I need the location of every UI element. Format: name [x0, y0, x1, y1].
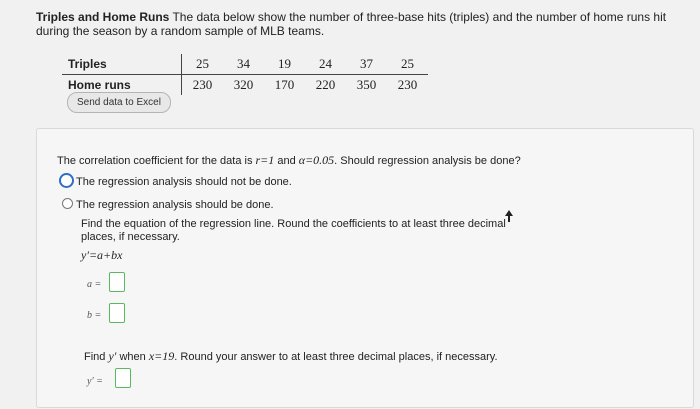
find-x-value: x=19	[148, 349, 175, 363]
radio-done[interactable]	[62, 198, 73, 209]
find-yprime-text	[84, 350, 498, 364]
table-cell: 220	[315, 77, 336, 92]
b-label: b =	[87, 310, 102, 321]
question-card	[36, 128, 694, 408]
radio-not-done[interactable]	[59, 173, 74, 188]
table-row-triples	[62, 54, 428, 75]
data-table-container	[62, 54, 428, 95]
r-value: r=1	[255, 153, 275, 167]
a-label: a =	[87, 279, 102, 290]
problem-text: The data below show the number of three-base hits (triples) and the number of home runs hit during the season by a random sample of MLB teams.	[36, 10, 667, 38]
table-cell: 350	[356, 77, 377, 92]
find-yprime: y′	[108, 349, 117, 363]
regression-instruction: Find the equation of the regression line. Round the coefficients to at least three decimal places, if necessary.	[81, 218, 506, 243]
regression-equation: y′=a+bx	[81, 248, 123, 262]
row-header: Triples	[62, 54, 182, 75]
table-cell: 170	[274, 77, 295, 92]
table-cell: 34	[223, 54, 264, 75]
table-cell: 19	[264, 54, 305, 75]
option-not-done-label[interactable]: The regression analysis should not be done.	[76, 176, 292, 188]
question-and: and	[274, 155, 299, 167]
b-input[interactable]	[109, 303, 125, 323]
yprime-label: y′ =	[87, 376, 103, 387]
table-cell: 37	[346, 54, 387, 75]
data-table	[62, 54, 428, 95]
mouse-cursor-icon	[504, 210, 514, 222]
table-cell: 320	[233, 77, 254, 92]
find-suffix: . Round your answer to at least three decimal places, if necessary.	[174, 351, 498, 363]
problem-title: Triples and Home Runs	[36, 10, 170, 24]
table-cell: 230	[192, 77, 213, 92]
option-done-label[interactable]: The regression analysis should be done.	[76, 199, 274, 211]
problem-intro	[36, 10, 696, 38]
row-header: Home runs	[62, 75, 182, 96]
yprime-input[interactable]	[115, 368, 131, 388]
a-input[interactable]	[109, 272, 125, 292]
table-cell: 230	[397, 77, 418, 92]
question-suffix: . Should regression analysis be done?	[334, 155, 521, 167]
question-text	[57, 154, 521, 168]
send-to-excel-button[interactable]: Send data to Excel	[67, 92, 171, 113]
alpha-value: α=0.05	[298, 153, 335, 167]
find-when: when	[116, 351, 149, 363]
table-cell: 24	[305, 54, 346, 75]
question-prefix: The correlation coefficient for the data is	[57, 155, 256, 167]
find-prefix: Find	[84, 351, 109, 363]
table-cell: 25	[387, 54, 428, 75]
table-cell: 25	[182, 54, 224, 75]
